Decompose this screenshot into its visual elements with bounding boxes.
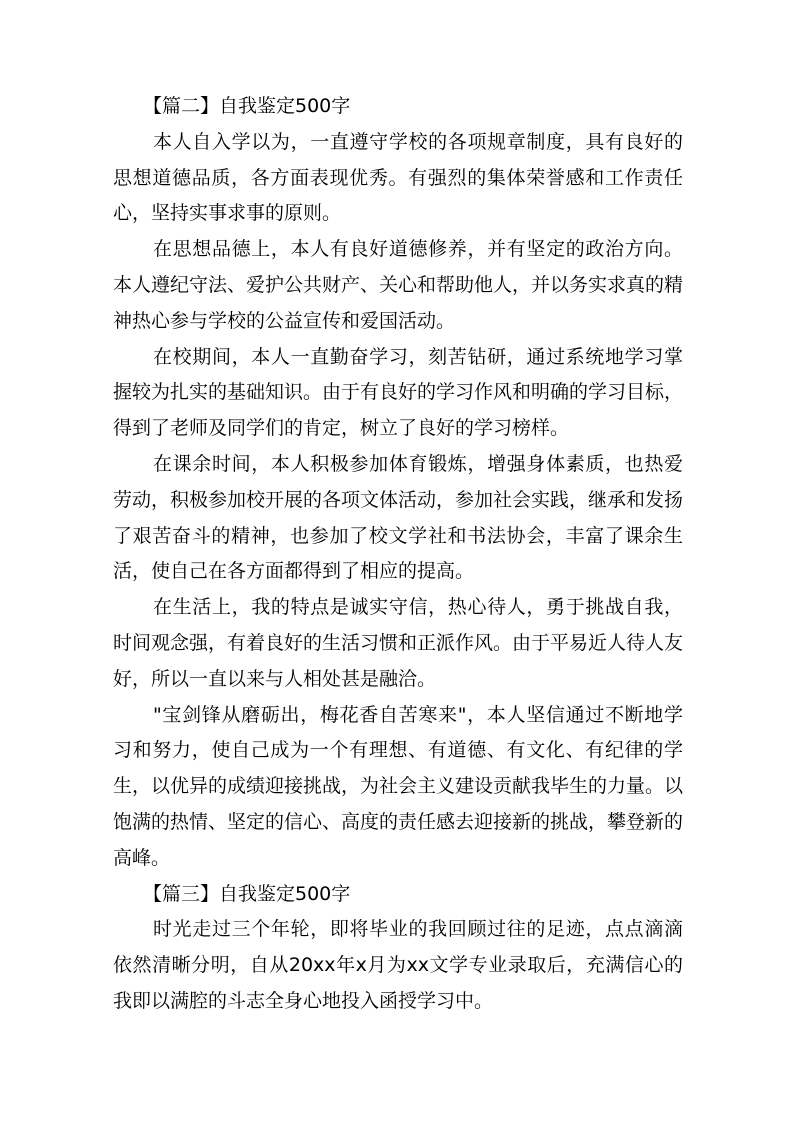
document-body — [113, 89, 683, 1020]
section-heading-pian-san: 【篇三】自我鉴定500字 — [143, 882, 351, 905]
paragraph-life: 在生活上，我的特点是诚实守信，热心待人，勇于挑战自我，时间观念强，有着良好的生活习惯和正派作风。由于平易近人待人友好，所以一直以来与人相处甚是融洽。 — [113, 596, 684, 690]
paragraph-intro: 本人自入学以为，一直遵守学校的各项规章制度，具有良好的思想道德品质，各方面表现优秀。有强烈的集体荣誉感和工作责任心，坚持实事求事的原则。 — [113, 130, 683, 225]
paragraph-spare-time: 在课余时间，本人积极参加体育锻炼，增强身体素质，也热爱劳动，积极参加校开展的各项文体活动，参加社会实践，继承和发扬了艰苦奋斗的精神，也参加了校文学社和书法协会，丰富了课余生活，使自己在各方面都得到了相应的提高。 — [113, 452, 684, 583]
paragraph-ideology: 在思想品德上，本人有良好道德修养，并有坚定的政治方向。本人遵纪守法、爱护公共财产、关心和帮助他人，并以务实求真的精神热心参与学校的公益宣传和爱国活动。 — [113, 238, 684, 332]
paragraph-closing: "宝剑锋从磨砺出，梅花香自苦寒来"，本人坚信通过不断地学习和努力，使自己成为一个有理想、有道德、有文化、有纪律的学生，以优异的成绩迎接挑战，为社会主义建设贡献我毕生的力量。以饱满的热情、坚定的信心、高度的责任感去迎接新的挑战，攀登新的高峰。 — [113, 703, 684, 869]
paragraph-study: 在校期间，本人一直勤奋学习，刻苦钻研，通过系统地学习掌握较为扎实的基础知识。由于有良好的学习作风和明确的学习目标，得到了老师及同学们的肯定，树立了良好的学习榜样。 — [113, 345, 684, 440]
section-heading-pian-er: 【篇二】自我鉴定500字 — [143, 95, 351, 117]
paragraph-pian-san-intro: 时光走过三个年轮，即将毕业的我回顾过往的足迹，点点滴滴依然清晰分明，自从20xx年x月为xx文学专业录取后，充满信心的我即以满腔的斗志全身心地投入函授学习中。 — [113, 918, 683, 1012]
